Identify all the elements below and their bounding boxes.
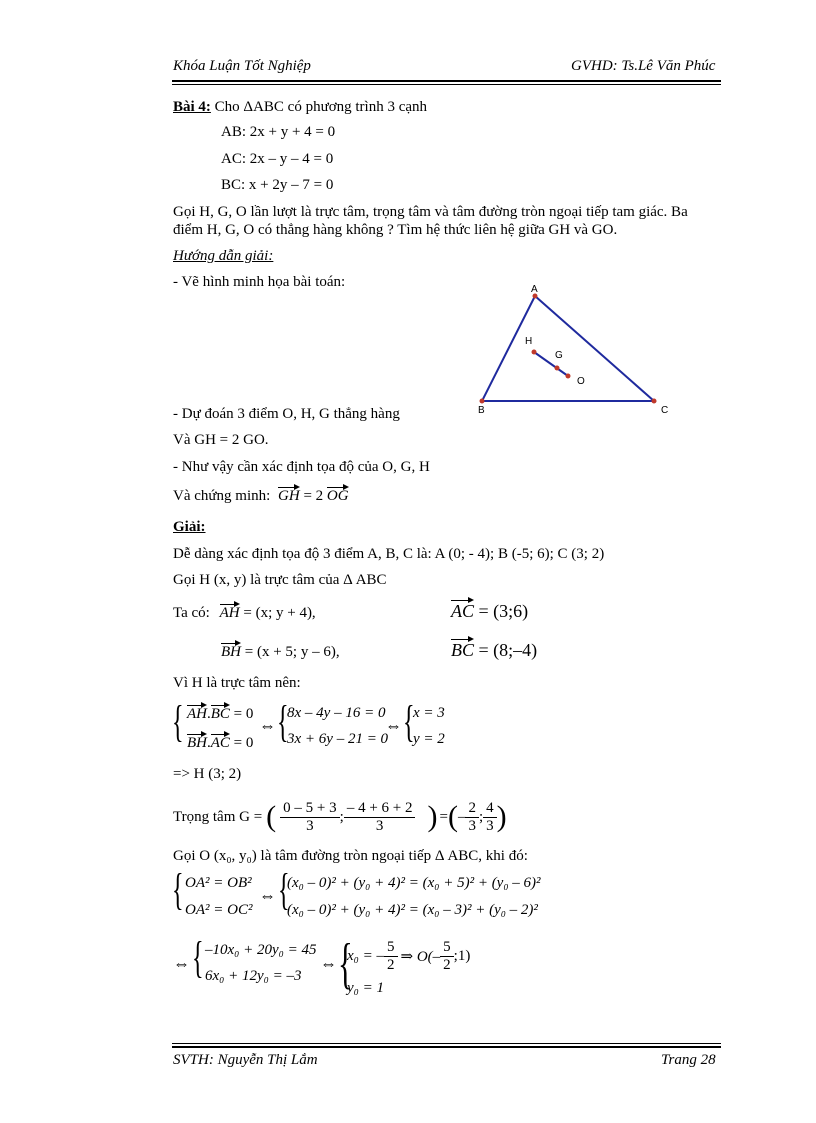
sys1-row1-tail: = 0 [233, 706, 254, 722]
equation-ab: AB: 2x + y + 4 = 0 [221, 124, 336, 140]
header-right: GVHD: Ts.Lê Văn Phúc [571, 58, 716, 74]
vector-og: OG [326, 488, 349, 504]
sys3-row2: y = 2 [413, 731, 445, 747]
sys1-vector-bh: BH [187, 735, 207, 751]
centroid-num-y: – 4 + 6 + 2 [346, 799, 413, 816]
sys1-row2-tail: = 0 [233, 735, 254, 751]
guide-title: Hướng dẫn giải: [173, 248, 274, 264]
centroid-res-num-x: 2 [468, 799, 476, 816]
sys2-row2: 3x + 6y – 21 = 0 [287, 731, 389, 747]
iff-4: ⇔ [173, 954, 190, 973]
label-g: G [555, 350, 563, 361]
vector-ac: AC [451, 601, 475, 621]
guide-line-5-prefix: Và chứng minh: [173, 488, 271, 504]
vector-bc: BC [451, 640, 475, 660]
problem-intro-text: Cho ΔABC có phương trình 3 cạnh [214, 99, 428, 115]
equation-bc: BC: x + 2y – 7 = 0 [221, 177, 334, 193]
circ-row1: OA² = OB² [185, 875, 252, 891]
point-b [480, 399, 485, 404]
equation-ac: AC: 2x – y – 4 = 0 [221, 151, 334, 167]
circ-row2: OA² = OC² [185, 902, 253, 918]
euler-segment [534, 352, 568, 376]
guide-line-1: - Vẽ hình minh họa bài toán: [173, 274, 346, 290]
vector-bh-value: = (x + 5; y – 6), [244, 644, 340, 660]
guide-line-2: - Dự đoán 3 điểm O, H, G thẳng hàng [173, 406, 400, 422]
guide-line-4: - Như vậy cần xác định tọa độ của O, G, H [173, 459, 430, 475]
sys1-vector-bc: BC [210, 706, 230, 722]
centroid-den-x: 3 [280, 817, 339, 835]
vector-bc-value: = (8;–4) [478, 640, 538, 660]
sys1-vector-ah: AH [187, 706, 207, 722]
header-left: Khóa Luận Tốt Nghiệp [173, 58, 311, 74]
iff-3: ⇔ [259, 886, 276, 905]
guide-line-5-mid: = 2 [303, 488, 324, 504]
centroid-res-den-y: 3 [483, 817, 497, 835]
sys1-vector-ac: AC [210, 735, 230, 751]
vector-ac-line [451, 599, 528, 622]
centroid-label: Trọng tâm G = [173, 808, 263, 825]
sys2-row1: 8x – 4y – 16 = 0 [287, 705, 386, 721]
footer-left: SVTH: Nguyễn Thị Lắm [173, 1052, 318, 1068]
vector-ah-value: = (x; y + 4), [243, 605, 316, 621]
header-rule [172, 80, 721, 82]
o-num: 5 [443, 938, 451, 955]
solution-line-2: Gọi H (x, y) là trực tâm của Δ ABC [173, 572, 387, 588]
brace-2: { [277, 697, 289, 746]
question-line-1: Gọi H, G, O lần lượt là trực tâm, trọng tâm và tâm đường tròn ngoại tiếp tam giác. Ba [173, 204, 688, 220]
problem-label: Bài 4: [173, 99, 211, 115]
brace-4: { [172, 865, 184, 914]
centroid-line: Trọng tâm G = ( $\frac{0 - 5 + 3}{3}$ ; $\frac{- 4 + 6 + 2}{3}$ ) = ( – $\frac{2}{3}$ ; $\frac{4}{3}$ ) [173, 799, 507, 834]
guide-line-5 [173, 486, 349, 505]
label-c: C [661, 405, 669, 416]
orthocenter-line: Vì H là trực tâm nên: [173, 675, 301, 691]
system1-row2: BH.AC = 0 [187, 735, 254, 751]
vector-gh: GH [278, 488, 300, 504]
vector-ah-line [173, 603, 316, 622]
h-result: => H (3; 2) [173, 766, 242, 782]
point-o [566, 374, 571, 379]
brace-7: { [338, 933, 353, 995]
label-a: A [531, 284, 538, 295]
vector-bc-line [451, 638, 537, 661]
label-h: H [525, 336, 533, 347]
circ-row4: (x₀ – 0)² + (y₀ + 4)² = (x₀ – 3)² + (y₀ – 2)² [287, 902, 538, 918]
vector-ah: AH [219, 605, 240, 621]
brace-5: { [278, 865, 290, 914]
o-tail: ;1) [453, 947, 471, 964]
x0-num: 5 [387, 938, 395, 955]
point-g [555, 366, 560, 371]
sys3-row1: x = 3 [413, 705, 445, 721]
x0-lhs: x₀ = – [347, 947, 384, 964]
o-den: 2 [440, 956, 454, 974]
triangle-abc [482, 296, 654, 401]
centroid-res-den-x: 3 [465, 817, 479, 835]
iff-2: ⇔ [385, 716, 402, 735]
label-b: B [478, 405, 485, 416]
footer-rule [172, 1046, 721, 1048]
point-c [652, 399, 657, 404]
x0-row [347, 936, 470, 976]
guide-line-3: Và GH = 2 GO. [173, 432, 269, 448]
taco-label: Ta có: [173, 605, 210, 621]
centroid-den-y: 3 [344, 817, 416, 835]
linear-row1: –10x₀ + 20y₀ = 45 [205, 942, 317, 958]
iff-1: ⇔ [259, 716, 276, 735]
x0-den: 2 [384, 956, 398, 974]
y0-row: y₀ = 1 [347, 980, 384, 996]
system1-row1: AH.BC = 0 [187, 706, 254, 722]
circ-row3: (x₀ – 0)² + (y₀ + 4)² = (x₀ + 5)² + (y₀ – 6)² [287, 875, 541, 891]
point-h [532, 350, 537, 355]
brace-6: { [192, 933, 204, 982]
solution-title: Giải: [173, 519, 206, 535]
problem-intro [173, 99, 427, 116]
vector-bh: BH [221, 644, 241, 660]
centroid-res-num-y: 4 [486, 799, 494, 816]
vector-ac-value: = (3;6) [478, 601, 529, 621]
question-line-2: điểm H, G, O có thẳng hàng không ? Tìm hệ thức liên hệ giữa GH và GO. [173, 222, 618, 238]
centroid-num-x: 0 – 5 + 3 [283, 799, 337, 816]
solution-line-1: Dễ dàng xác định tọa độ 3 điểm A, B, C là: A (0; - 4); B (-5; 6); C (3; 2) [173, 546, 605, 562]
iff-5: ⇔ [320, 954, 337, 973]
footer-rule-thin [172, 1043, 721, 1044]
brace-1: { [172, 697, 184, 746]
x0-arrow: ⇒ O(– [400, 948, 441, 965]
linear-row2: 6x₀ + 12y₀ = –3 [205, 968, 302, 984]
label-o: O [577, 376, 585, 387]
circumcenter-line: Gọi O (x₀, y₀) là tâm đường tròn ngoại tiếp Δ ABC, khi đó: [173, 848, 528, 864]
vector-bh-line [221, 642, 340, 661]
brace-3: { [403, 697, 415, 746]
header-rule-thin [172, 84, 721, 85]
footer-right: Trang 28 [661, 1052, 716, 1068]
triangle-figure [468, 280, 678, 422]
